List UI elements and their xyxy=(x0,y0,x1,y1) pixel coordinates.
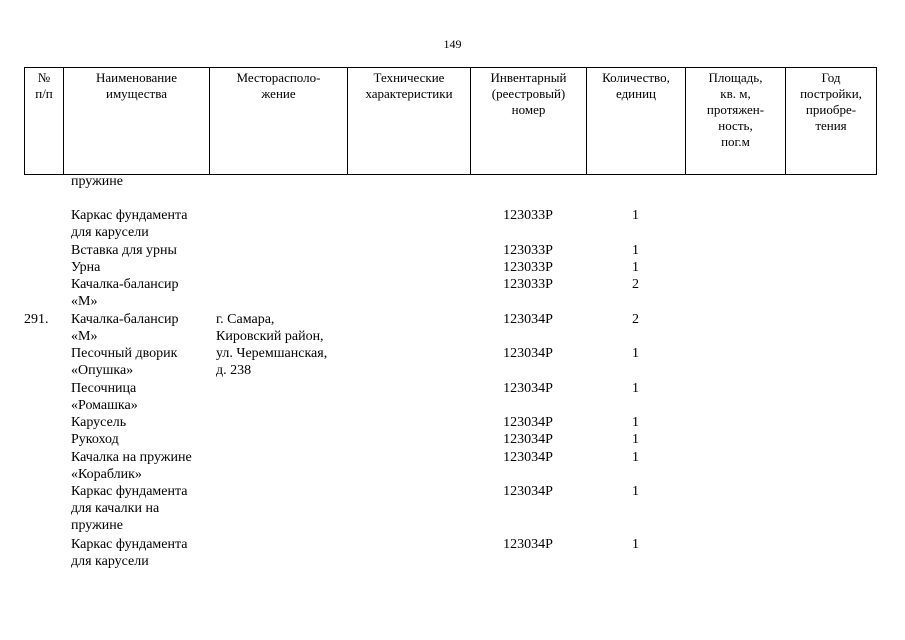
item-name-line: для карусели xyxy=(71,225,149,240)
item-name-line: «М» xyxy=(71,294,98,309)
item-name xyxy=(71,345,211,379)
inventory-number: 123034Р xyxy=(503,450,553,465)
inventory-number: 123034Р xyxy=(503,312,553,327)
item-name xyxy=(71,207,211,241)
header-line: (реестровый) xyxy=(491,86,566,101)
item-name xyxy=(71,242,211,259)
quantity: 1 xyxy=(632,381,639,396)
item-name-line: пружине xyxy=(71,174,123,189)
header-line: кв. м, xyxy=(720,86,751,101)
inventory-number: 123034Р xyxy=(503,415,553,430)
item-name xyxy=(71,431,211,448)
quantity: 1 xyxy=(632,537,639,552)
quantity: 2 xyxy=(632,277,639,292)
quantity: 1 xyxy=(632,450,639,465)
item-name-line: Качалка на пружине xyxy=(71,450,192,465)
header-location xyxy=(210,68,348,175)
quantity: 1 xyxy=(632,484,639,499)
header-characteristics xyxy=(348,68,471,175)
header-line: тения xyxy=(815,118,847,133)
item-name-line: Каркас фундамента xyxy=(71,537,188,552)
item-name-line: Качалка-балансир xyxy=(71,277,179,292)
inventory-number: 123033Р xyxy=(503,243,553,258)
inventory-number: 123033Р xyxy=(503,260,553,275)
header-line: постройки, xyxy=(800,86,862,101)
item-name-line: Песочница xyxy=(71,381,137,396)
item-name-line: Качалка-балансир xyxy=(71,312,179,327)
item-name xyxy=(71,380,211,414)
quantity: 1 xyxy=(632,260,639,275)
header-year xyxy=(786,68,877,175)
header-number xyxy=(25,68,64,175)
item-name-line: Вставка для урны xyxy=(71,243,177,258)
item-name xyxy=(71,483,211,534)
header-line: Площадь, xyxy=(708,70,763,85)
inventory-number: 123034Р xyxy=(503,346,553,361)
item-name-line: «Опушка» xyxy=(71,363,134,378)
quantity: 1 xyxy=(632,346,639,361)
item-name-line: Каркас фундамента xyxy=(71,484,188,499)
header-line: пог.м xyxy=(721,134,750,149)
item-name-line: Каркас фундамента xyxy=(71,208,188,223)
header-line: Месторасполо- xyxy=(236,70,321,85)
header-line: характеристики xyxy=(365,86,453,101)
inventory-number: 123034Р xyxy=(503,484,553,499)
item-name xyxy=(71,449,211,483)
item-name xyxy=(71,259,211,276)
item-location xyxy=(216,311,351,379)
quantity: 1 xyxy=(632,243,639,258)
item-name-line: пружине xyxy=(71,518,123,533)
header-inventory xyxy=(471,68,587,175)
item-name xyxy=(71,414,211,431)
header-line: № xyxy=(37,70,51,85)
item-name xyxy=(71,536,211,570)
header-name xyxy=(64,68,210,175)
page-number: 149 xyxy=(443,37,462,51)
inventory-number: 123034Р xyxy=(503,381,553,396)
inventory-number: 123033Р xyxy=(503,208,553,223)
location-line: г. Самара, xyxy=(216,312,275,327)
row-number: 291. xyxy=(24,312,49,327)
header-line: единиц xyxy=(615,86,657,101)
item-name xyxy=(71,276,211,310)
header-line: Инвентарный xyxy=(490,70,567,85)
location-line: Кировский район, xyxy=(216,329,324,344)
header-line: п/п xyxy=(35,86,53,101)
item-name-line: для карусели xyxy=(71,554,149,569)
header-line: протяжен- xyxy=(706,102,765,117)
quantity: 1 xyxy=(632,415,639,430)
inventory-number: 123034Р xyxy=(503,432,553,447)
item-name-line: Рукоход xyxy=(71,432,119,447)
header-line: Наименование xyxy=(96,70,177,85)
table-header xyxy=(24,67,877,175)
inventory-number: 123034Р xyxy=(503,537,553,552)
item-name xyxy=(71,173,211,190)
header-line: имущества xyxy=(106,86,167,101)
header-quantity xyxy=(587,68,686,175)
item-name xyxy=(71,311,211,345)
item-name-line: «Ромашка» xyxy=(71,398,138,413)
quantity: 2 xyxy=(632,312,639,327)
item-name-line: для качалки на xyxy=(71,501,160,516)
item-name-line: Песочный дворик xyxy=(71,346,178,361)
header-line: номер xyxy=(511,102,546,117)
location-line: ул. Черемшанская, xyxy=(216,346,328,361)
item-name-line: Карусель xyxy=(71,415,127,430)
item-name-line: «Кораблик» xyxy=(71,467,142,482)
inventory-number: 123033Р xyxy=(503,277,553,292)
header-line: Количество, xyxy=(602,70,670,85)
quantity: 1 xyxy=(632,208,639,223)
item-name-line: Урна xyxy=(71,260,101,275)
quantity: 1 xyxy=(632,432,639,447)
item-name-line: «М» xyxy=(71,329,98,344)
header-line: ность, xyxy=(718,118,753,133)
header-line: жение xyxy=(261,86,296,101)
header-area xyxy=(686,68,786,175)
table-body xyxy=(24,173,876,633)
header-line: Год xyxy=(821,70,841,85)
header-line: Технические xyxy=(373,70,445,85)
header-line: приобре- xyxy=(805,102,857,117)
location-line: д. 238 xyxy=(216,363,252,378)
